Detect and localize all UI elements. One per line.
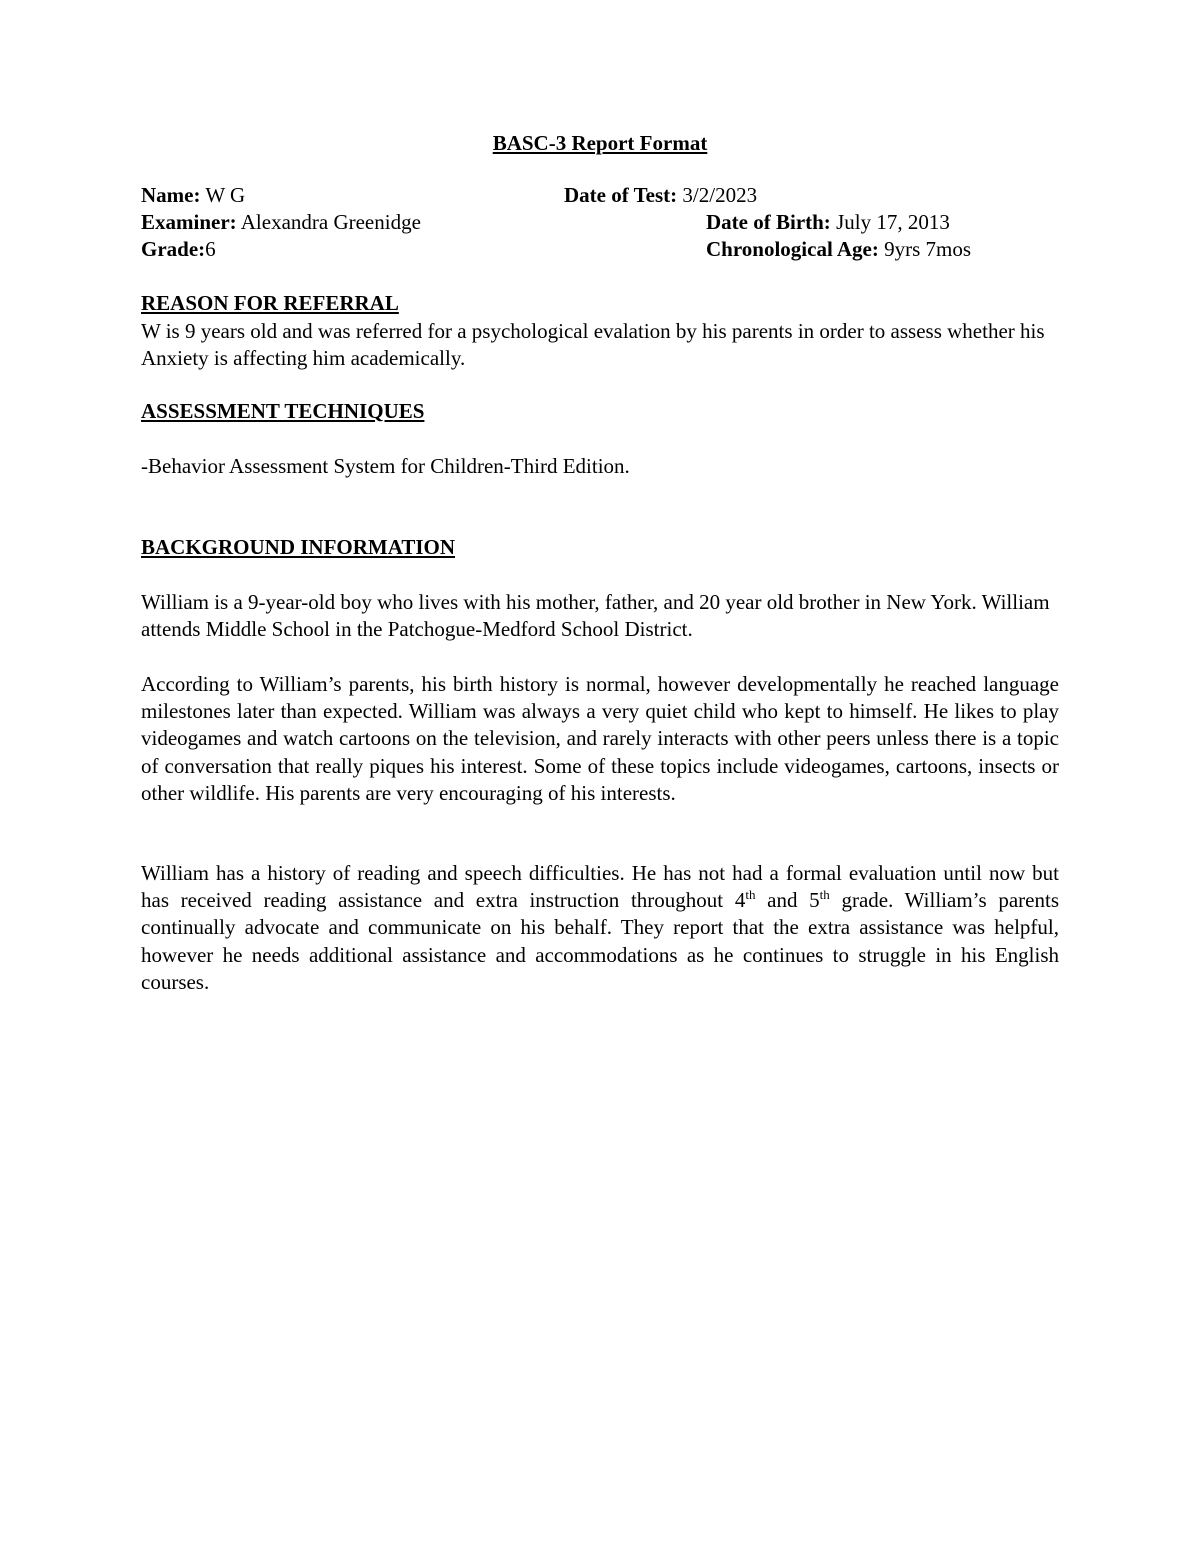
examiner-field: [141, 209, 421, 236]
chronological-age-label: Chronological Age:: [706, 237, 879, 261]
examiner-value: Alexandra Greenidge: [240, 210, 421, 234]
name-field: [141, 182, 245, 209]
paragraph-3-text-a: William has a history of reading and speech difficulties. He has not had a formal evaluation until now but has received reading assistance and extra instruction throughout 4: [141, 861, 1059, 913]
superscript-th-2: th: [819, 887, 830, 903]
assessment-item: -Behavior Assessment System for Children-Third Edition.: [141, 454, 630, 478]
date-of-birth-label: Date of Birth:: [706, 210, 831, 234]
referral-heading: REASON FOR REFERRAL: [141, 291, 399, 315]
date-of-birth-value: July 17, 2013: [836, 210, 950, 234]
date-of-birth-field: [706, 209, 950, 236]
date-of-test-field: [564, 182, 757, 209]
paragraph-3-text-b: and 5: [755, 888, 820, 913]
grade-value: 6: [205, 237, 216, 261]
date-of-test-label: Date of Test:: [564, 183, 678, 207]
grade-field: [141, 236, 216, 263]
background-paragraph-2: According to William’s parents, his birth history is normal, however developmentally he reached language milestones later than expected. William was always a very quiet child who kept to himself. He likes to play videogames and watch cartoons on the television, and rarely interacts with other peers unless there is a topic of conversation that really piques his interest. Some of these topics include videogames, cartoons, insects or other wildlife. His parents are very encouraging of his interests.: [141, 672, 1059, 805]
superscript-th-1: th: [745, 887, 756, 903]
grade-label: Grade:: [141, 237, 206, 261]
chronological-age-value: 9yrs 7mos: [884, 237, 972, 261]
background-paragraph-3: [141, 860, 1059, 996]
name-value: W G: [205, 183, 246, 207]
background-heading: BACKGROUND INFORMATION: [141, 535, 456, 559]
document-title: BASC-3 Report Format: [492, 131, 708, 155]
chronological-age-field: [706, 236, 971, 263]
background-paragraph-1: William is a 9-year-old boy who lives with his mother, father, and 20 year old brother in New York. William attends Middle School in the Patchogue-Medford School District.: [141, 590, 1050, 642]
examiner-label: Examiner:: [141, 210, 237, 234]
assessment-heading: ASSESSMENT TECHNIQUES: [141, 399, 425, 423]
name-label: Name:: [141, 183, 201, 207]
paragraph-3-text-c: grade. William’s parents continually advocate and communicate on his behalf. They report that the extra assistance was helpful, however he needs additional assistance and accommodations as he continues to struggle in his English courses.: [141, 888, 1059, 994]
date-of-test-value: 3/2/2023: [682, 183, 758, 207]
referral-text: W is 9 years old and was referred for a psychological evalation by his parents in order to assess whether his Anxiety is affecting him academically.: [141, 319, 1045, 371]
